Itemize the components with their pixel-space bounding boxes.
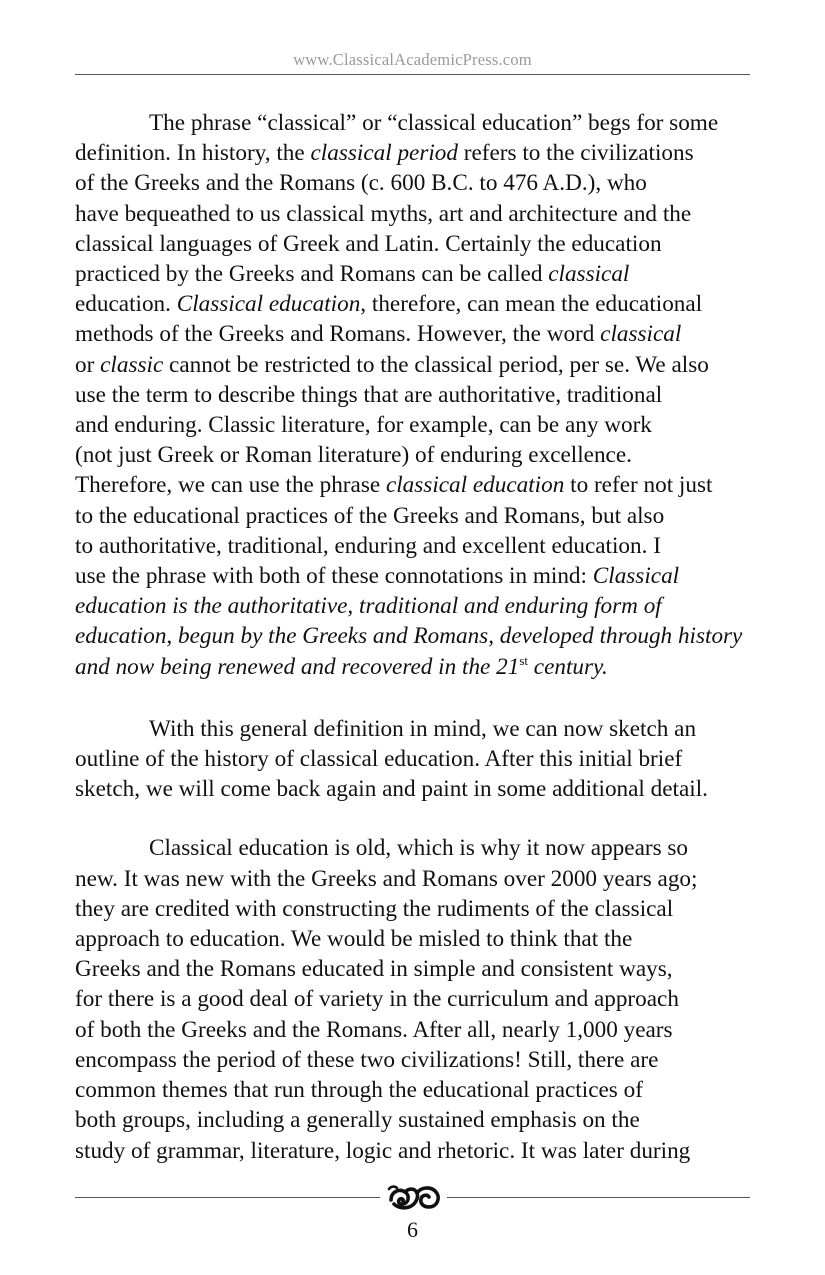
- text-run: approach to education. We would be misled to think that the: [75, 926, 633, 953]
- text-line: [75, 1045, 753, 1075]
- text-run: methods of the Greeks and Romans. However, the word: [75, 321, 601, 348]
- text-run: they are credited with constructing the rudiments of the classical: [75, 895, 674, 922]
- text-line: [75, 894, 753, 924]
- text-run: definition. In history, the: [75, 140, 311, 167]
- footer-rule-left: [75, 1197, 380, 1198]
- text-run: to the educational practices of the Greeks and Romans, but also: [75, 502, 665, 529]
- text-line: [75, 501, 753, 531]
- text-line: [75, 259, 753, 289]
- publisher-url: www.ClassicalAcademicPress.com: [293, 50, 532, 69]
- text-line: [75, 833, 753, 863]
- text-run: outline of the history of classical education. After this initial brief: [75, 746, 683, 773]
- text-run: Greeks and the Romans educated in simple and consistent ways,: [75, 956, 673, 983]
- italic-text: Classical education: [176, 291, 361, 318]
- text-run: encompass the period of these two civilizations! Still, there are: [75, 1046, 659, 1073]
- italic-text: classic: [100, 351, 164, 378]
- text-run: cannot be restricted to the classical period, per se. We also: [163, 351, 709, 378]
- italic-text: Classical: [592, 563, 680, 590]
- text-line: [75, 199, 753, 229]
- text-run: , therefore, can mean the educational: [360, 291, 703, 318]
- fleuron-icon: [385, 1183, 443, 1213]
- italic-text: and now being renewed and recovered in the 21: [75, 653, 520, 680]
- italic-text: classical education: [385, 472, 565, 499]
- text-line: [75, 652, 753, 685]
- text-line: [75, 350, 753, 380]
- page-footer: [75, 1183, 750, 1253]
- text-run: new. It was new with the Greeks and Romans over 2000 years ago;: [75, 865, 698, 892]
- text-line: [75, 108, 753, 138]
- text-line: [75, 561, 753, 591]
- text-line: [75, 864, 753, 894]
- text-run: Therefore, we can use the phrase: [75, 472, 386, 499]
- page-number: 6: [407, 1217, 418, 1242]
- text-run: study of grammar, literature, logic and rhetoric. It was later during: [75, 1137, 691, 1164]
- text-run: With this general definition in mind, we can now sketch an: [149, 715, 697, 742]
- text-run: practiced by the Greeks and Romans can be called: [75, 261, 549, 288]
- italic-text: education is the authoritative, traditional and enduring form of: [75, 593, 662, 620]
- text-run: (not just Greek or Roman literature) of enduring excellence.: [75, 442, 632, 469]
- text-line: [75, 168, 753, 198]
- italic-text: classical period: [310, 140, 458, 167]
- text-line: [75, 1105, 753, 1135]
- text-line: [75, 984, 753, 1014]
- text-run: for there is a good deal of variety in the curriculum and approach: [75, 986, 679, 1013]
- text-run: use the term to describe things that are authoritative, traditional: [75, 381, 663, 408]
- text-line: [75, 380, 753, 410]
- footer-rule-right: [447, 1197, 750, 1198]
- text-run: education.: [75, 291, 177, 318]
- ordinal-superscript: st: [519, 652, 528, 668]
- text-run: of the Greeks and the Romans (c. 600 B.C. to 476 A.D.), who: [75, 170, 647, 197]
- text-line: [75, 744, 753, 774]
- text-line: [75, 410, 753, 440]
- text-line: [75, 319, 753, 349]
- text-line: [75, 1075, 753, 1105]
- italic-text: education, begun by the Greeks and Romans, developed through history: [75, 623, 743, 650]
- text-line: [75, 229, 753, 259]
- text-run: sketch, we will come back again and paint in some additional detail.: [75, 776, 708, 803]
- text-line: [75, 1015, 753, 1045]
- text-run: to refer not just: [564, 472, 713, 499]
- text-line: [75, 138, 753, 168]
- paragraph: [75, 833, 753, 1165]
- italic-text: classical: [548, 261, 630, 288]
- italic-text: century.: [528, 653, 608, 680]
- text-run: to authoritative, traditional, enduring and excellent education. I: [75, 532, 661, 559]
- text-run: both groups, including a generally sustained emphasis on the: [75, 1107, 640, 1134]
- text-line: [75, 531, 753, 561]
- text-line: [75, 714, 753, 744]
- text-line: [75, 470, 753, 500]
- text-line: [75, 924, 753, 954]
- paragraph: [75, 714, 753, 805]
- text-line: [75, 591, 753, 621]
- text-line: [75, 1136, 753, 1166]
- italic-text: classical: [600, 321, 682, 348]
- text-run: The phrase “classical” or “classical education” begs for some: [149, 110, 719, 136]
- text-line: [75, 440, 753, 470]
- text-run: of both the Greeks and the Romans. After all, nearly 1,000 years: [75, 1016, 673, 1043]
- text-run: refers to the civilizations: [457, 140, 694, 167]
- text-run: Classical education is old, which is why it now appears so: [149, 835, 689, 862]
- body-text: [75, 108, 753, 1166]
- header-rule: [75, 74, 750, 75]
- text-line: [75, 954, 753, 984]
- text-line: [75, 289, 753, 319]
- text-run: and enduring. Classic literature, for example, can be any work: [75, 412, 652, 439]
- text-run: use the phrase with both of these connotations in mind:: [75, 563, 593, 590]
- text-run: common themes that run through the educational practices of: [75, 1077, 643, 1104]
- text-run: or: [75, 351, 101, 378]
- text-run: classical languages of Greek and Latin. Certainly the education: [75, 230, 662, 257]
- page-header: [75, 50, 750, 70]
- text-run: have bequeathed to us classical myths, art and architecture and the: [75, 200, 692, 227]
- text-line: [75, 621, 753, 651]
- text-line: [75, 774, 753, 804]
- paragraph: [75, 108, 753, 685]
